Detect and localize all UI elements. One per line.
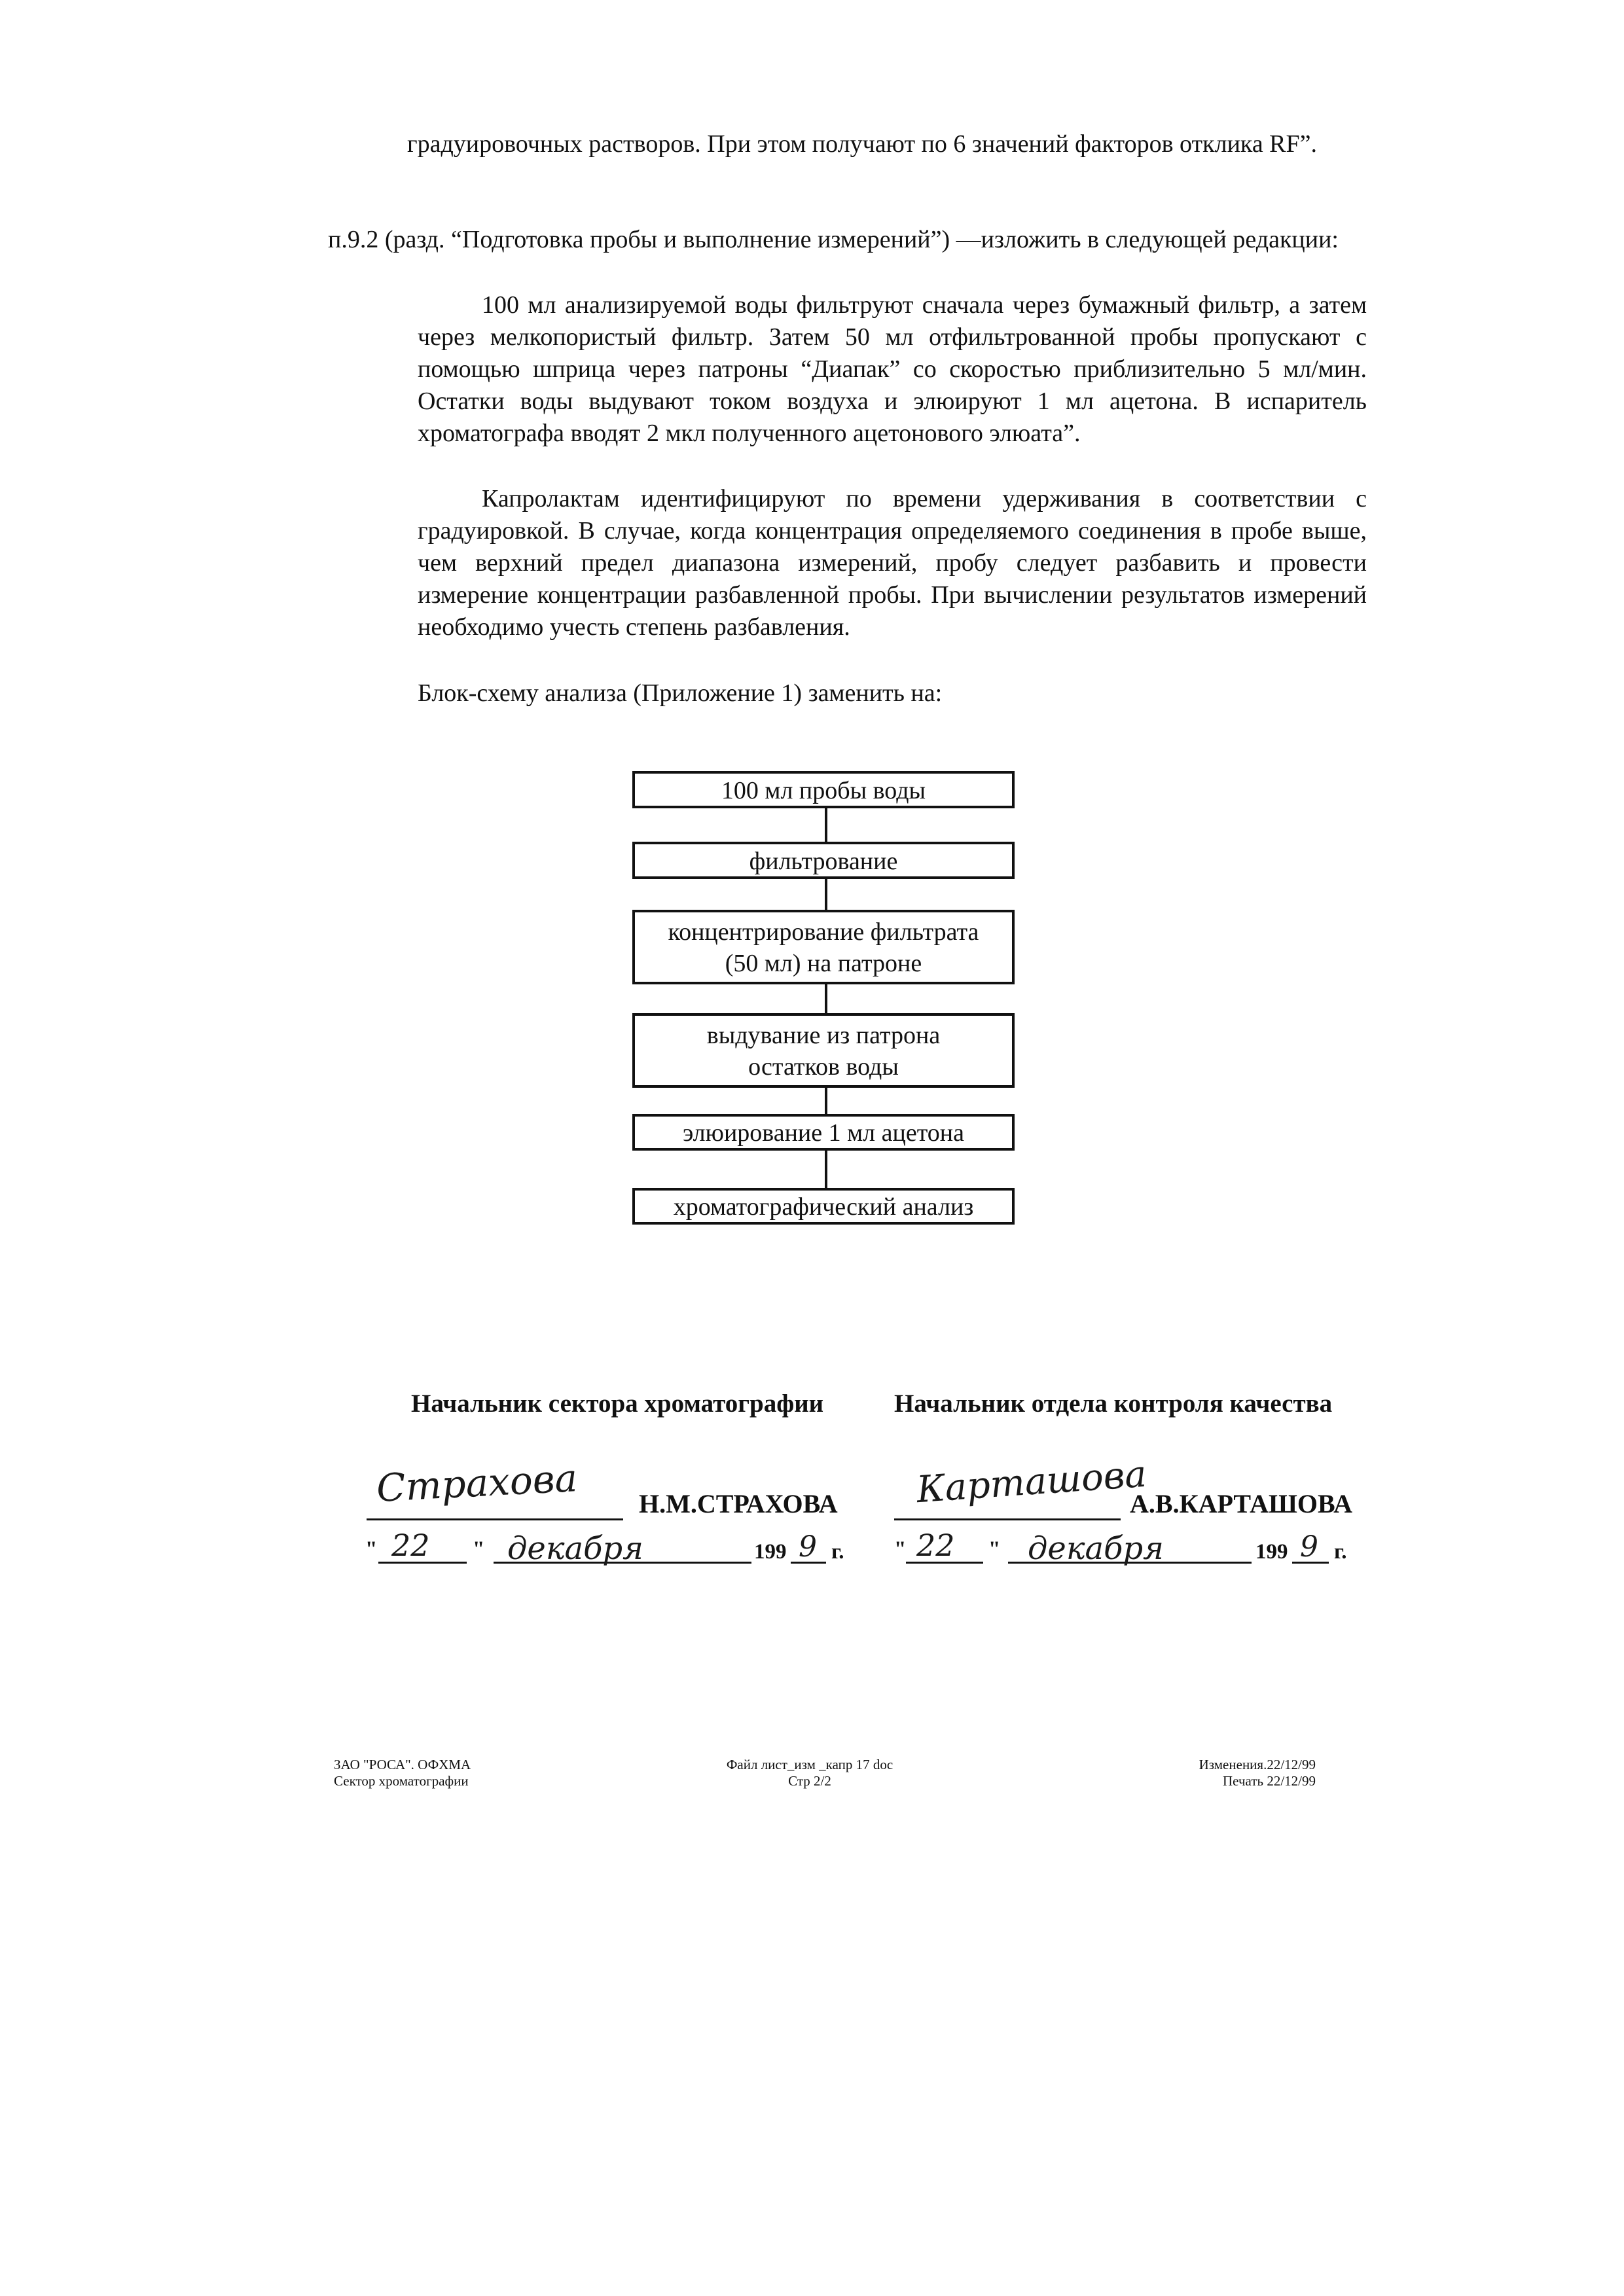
clause-heading: п.9.2 (разд. “Подготовка пробы и выполнение измерений”) —изложить в следующей редакции: (328, 226, 1339, 253)
right-date-quote-close: " (988, 1537, 1001, 1561)
left-date-month: декабря (507, 1530, 643, 1567)
left-date-year-suffix: г. (831, 1540, 844, 1564)
left-date-quote-close: " (473, 1537, 485, 1561)
flow-step-label: (50 мл) на патроне (725, 950, 922, 977)
right-signatory-title: Начальник отдела контроля качества (894, 1390, 1333, 1418)
flow-step-label: концентрирование фильтрата (668, 918, 979, 946)
footer-page-number: Стр 2/2 (788, 1773, 831, 1789)
footer-organization (334, 1757, 471, 1789)
left-signatory-name: Н.М.СТРАХОВА (639, 1489, 838, 1518)
footer-file-info (702, 1757, 918, 1789)
left-date-year-digit: 9 (799, 1530, 817, 1564)
right-date-year-prefix: 199 (1255, 1540, 1288, 1564)
paragraph-identification: Капролактам идентифицируют по времени удерживания в соответствии с градуировкой. В случае, когда концентрация определяемого соединения в пробе выше, чем верхний предел диапазона измерений, пробу следует разбавить и провести измерение концентрации разбавленной пробы. При вычислении результатов измерений необходимо учесть степень разбавления. (418, 485, 1367, 641)
footer-org-line: ЗАО "РОСА". ОФХМА (334, 1757, 471, 1772)
intro-text: градуировочных растворов. При этом получают по 6 значений факторов отклика RF”. (407, 130, 1318, 158)
footer-file-name: Файл лист_изм _капр 17 doc (726, 1757, 893, 1772)
paragraph-sample-prep: 100 мл анализируемой воды фильтруют сначала через бумажный фильтр, а затем через мелкопористый фильтр. Затем 50 мл отфильтрованной пробы пропускают с помощью шприца через патроны “Диапак” со скоростью приблизительно 5 мл/мин. Остатки воды выдувают током воздуха и элюируют 1 мл ацетона. В испаритель хроматографа вводят 2 мкл полученного ацетонового элюата”. (418, 291, 1367, 447)
right-date-day: 22 (916, 1528, 955, 1563)
right-date-month: декабря (1028, 1530, 1164, 1567)
flow-step-label: фильтрование (749, 848, 898, 875)
left-date-day: 22 (391, 1528, 430, 1563)
footer-dates (1126, 1757, 1316, 1789)
flow-step-label: выдувание из патрона (706, 1022, 941, 1049)
flow-step-label: элюирование 1 мл ацетона (682, 1119, 965, 1147)
left-signature-line (367, 1518, 623, 1520)
right-signatory-name: А.В.КАРТАШОВА (1130, 1489, 1353, 1518)
right-handwritten-signature: Карташова (915, 1452, 1148, 1512)
left-handwritten-signature: Страхова (375, 1456, 579, 1511)
scheme-replacement-note: Блок-схему анализа (Приложение 1) заменить на: (418, 679, 943, 707)
right-date-year-suffix: г. (1334, 1540, 1347, 1564)
left-date-quote-open: " (365, 1537, 378, 1561)
right-signature-line (894, 1518, 1121, 1520)
footer-print-date: Печать 22/12/99 (1223, 1773, 1316, 1789)
right-date-year-digit: 9 (1300, 1530, 1318, 1564)
left-date-year-prefix: 199 (754, 1540, 787, 1564)
left-signatory-title: Начальник сектора хроматографии (411, 1390, 824, 1418)
right-date-quote-open: " (894, 1537, 907, 1561)
footer-sector-line: Сектор хроматографии (334, 1773, 469, 1789)
footer-changes-date: Изменения.22/12/99 (1199, 1757, 1316, 1772)
flow-step-label: остатков воды (748, 1053, 899, 1081)
flow-step-label: 100 мл пробы воды (721, 777, 926, 804)
flow-step-label: хроматографический анализ (673, 1193, 974, 1221)
